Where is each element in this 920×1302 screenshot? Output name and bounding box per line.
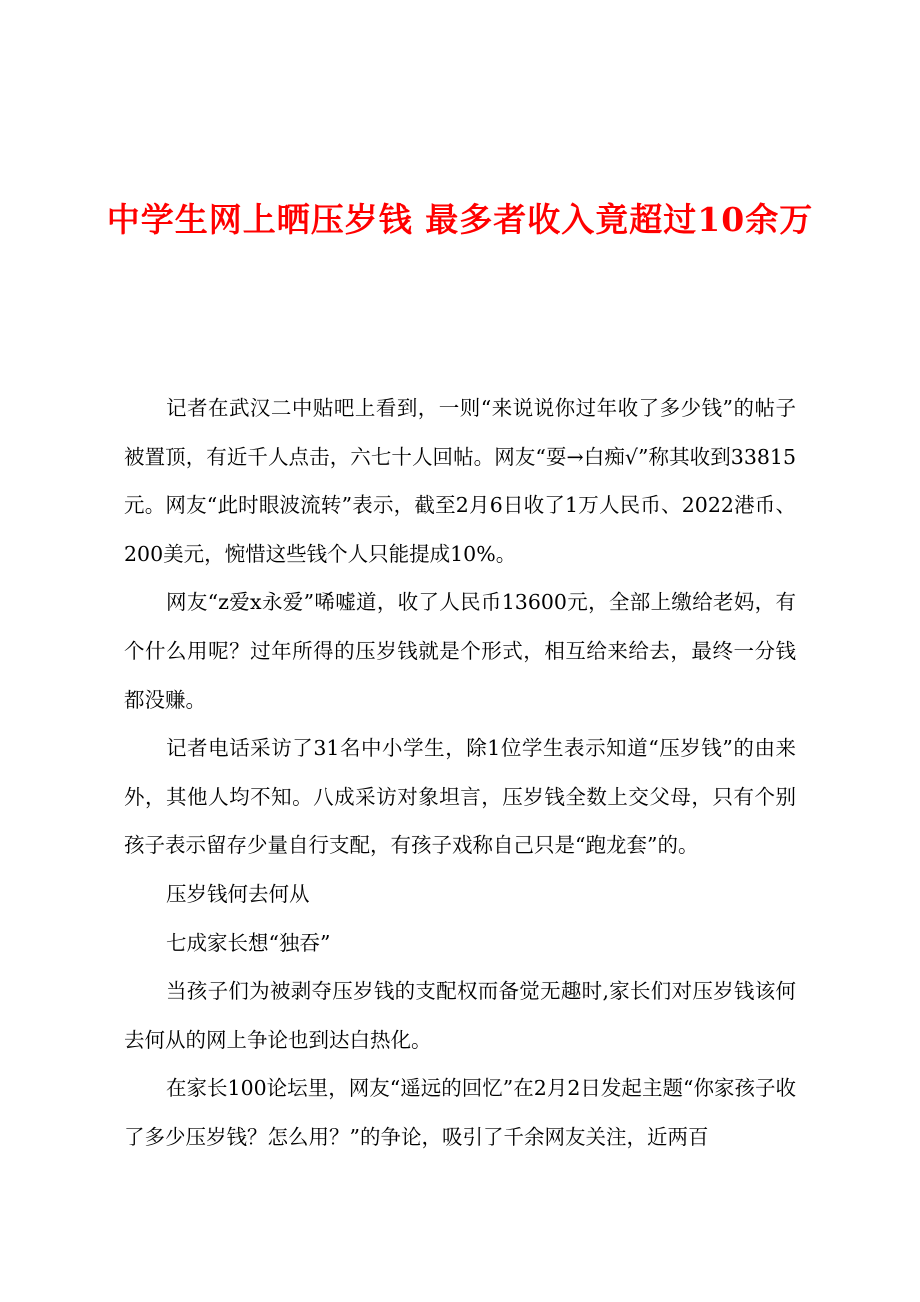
article-body: [124, 384, 796, 1162]
paragraph: 记者在武汉二中贴吧上看到，一则“来说说你过年收了多少钱”的帖子被置顶，有近千人点击，六七十人回帖。网友“耍→白痴√”称其收到33815元。网友“此时眼波流转”表示，截至2月6日收了1万人民币、2022港币、200美元，惋惜这些钱个人只能提成10%。: [124, 396, 796, 566]
section-subheading: 七成家长想“独吞”: [166, 930, 331, 955]
paragraph: 在家长100论坛里，网友“遥远的回忆”在2月2日发起主题“你家孩子收了多少压岁钱？怎么用？”的争论，吸引了千余网友关注，近两百: [124, 1076, 796, 1149]
paragraph: 当孩子们为被剥夺压岁钱的支配权而备觉无趣时,家长们对压岁钱该何去何从的网上争论也到达白热化。: [124, 979, 796, 1052]
paragraph: 网友“z爱x永爱”唏嘘道，收了人民币13600元，全部上缴给老妈，有个什么用呢？过年所得的压岁钱就是个形式，相互给来给去，最终一分钱都没赚。: [124, 590, 796, 712]
article-title: 中学生网上晒压岁钱 最多者收入竟超过10余万: [106, 200, 814, 239]
section-heading: 压岁钱何去何从: [166, 881, 310, 906]
paragraph: 记者电话采访了31名中小学生，除1位学生表示知道“压岁钱”的由来外，其他人均不知。八成采访对象坦言，压岁钱全数上交父母，只有个别孩子表示留存少量自行支配，有孩子戏称自己只是“跑龙套”的。: [124, 736, 796, 858]
